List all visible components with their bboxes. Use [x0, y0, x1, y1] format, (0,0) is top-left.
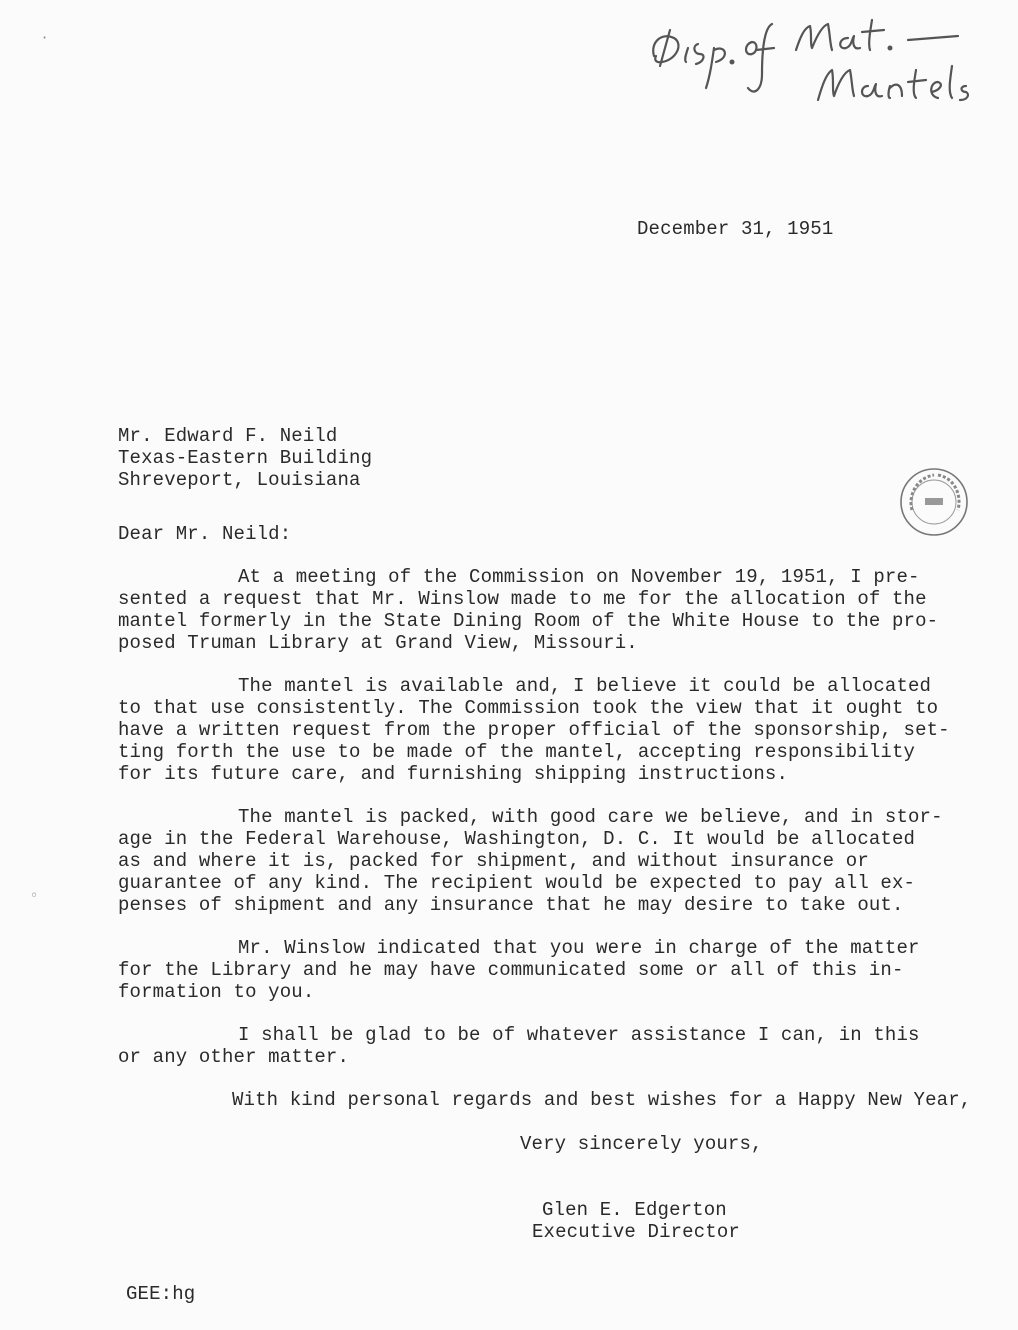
body-line: ting forth the use to be made of the mantel, accepting responsibility — [118, 741, 916, 763]
body-line: I shall be glad to be of whatever assistance I can, in this — [238, 1024, 920, 1046]
signer-title: Executive Director — [532, 1221, 740, 1243]
body-line: The mantel is packed, with good care we believe, and in stor- — [238, 806, 943, 828]
body-line: mantel formerly in the State Dining Room of the White House to the pro- — [118, 610, 939, 632]
signer-name: Glen E. Edgerton — [542, 1199, 727, 1221]
library-seal-stamp — [898, 466, 970, 538]
address-line-1: Mr. Edward F. Neild — [118, 425, 338, 447]
body-line: sented a request that Mr. Winslow made to me for the allocation of the — [118, 588, 927, 610]
body-line: have a written request from the proper official of the sponsorship, set- — [118, 719, 950, 741]
reference-initials: GEE:hg — [126, 1283, 196, 1305]
body-line: Mr. Winslow indicated that you were in charge of the matter — [238, 937, 920, 959]
body-line: posed Truman Library at Grand View, Missouri. — [118, 632, 638, 654]
body-line: for the Library and he may have communicated some or all of this in- — [118, 959, 904, 981]
scan-mark-left: ◦ — [30, 888, 39, 904]
body-line: With kind personal regards and best wishes for a Happy New Year, — [232, 1089, 972, 1111]
handwritten-note — [640, 4, 970, 114]
body-line: The mantel is available and, I believe it could be allocated — [238, 675, 932, 697]
body-line: formation to you. — [118, 981, 315, 1003]
address-line-3: Shreveport, Louisiana — [118, 469, 361, 491]
scan-mark-top-left: · — [42, 28, 48, 47]
address-line-2: Texas-Eastern Building — [118, 447, 373, 469]
body-line: for its future care, and furnishing shipping instructions. — [118, 763, 789, 785]
body-line: At a meeting of the Commission on November 19, 1951, I pre- — [238, 566, 920, 588]
body-line: as and where it is, packed for shipment, and without insurance or — [118, 850, 869, 872]
body-line: penses of shipment and any insurance that he may desire to take out. — [118, 894, 904, 916]
salutation: Dear Mr. Neild: — [118, 523, 292, 545]
body-line: or any other matter. — [118, 1046, 350, 1068]
closing: Very sincerely yours, — [520, 1133, 763, 1155]
letter-date: December 31, 1951 — [637, 218, 834, 240]
body-line: age in the Federal Warehouse, Washington, D. C. It would be allocated — [118, 828, 916, 850]
body-line: guarantee of any kind. The recipient would be expected to pay all ex- — [118, 872, 916, 894]
body-line: to that use consistently. The Commission took the view that it ought to — [118, 697, 939, 719]
